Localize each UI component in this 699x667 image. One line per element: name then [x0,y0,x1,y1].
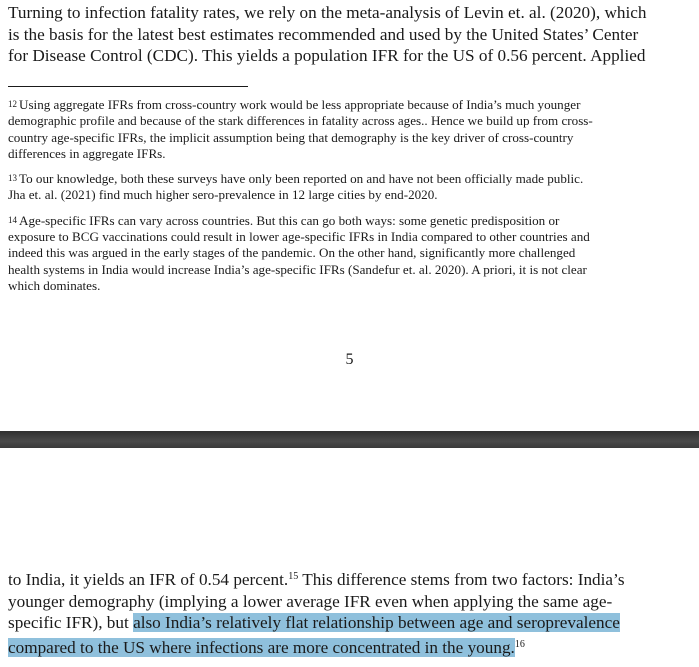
text-line [8,96,693,113]
text-run: to India, it yields an IFR of 0.54 percent. [8,570,289,589]
text-line [8,170,693,187]
footnote-number: 14 [8,214,17,225]
text-line: Turning to infection fatality rates, we rely on the meta-analysis of Levin et. al. (2020), which [8,3,647,22]
footnote-separator [8,86,248,87]
text-run: This difference stems from two factors: India’s [298,570,625,589]
text-line: health systems in India would increase India’s age-specific IFRs (Sandefur et. al. 2020). A priori, it is not clear [8,261,587,277]
body-paragraph-continued [8,566,693,658]
footnote-13 [8,170,693,204]
selected-text[interactable]: compared to the US where infections are more concentrated in the young. [8,637,515,657]
text-line: country age-specific IFRs, the implicit assumption being that demography is the key driver of cross-country [8,129,574,145]
text-line: differences in aggregate IFRs. [8,145,166,161]
text-line: exposure to BCG vaccinations could result in lower age-specific IFRs in India compared to other countries and [8,229,590,245]
footnote-number: 12 [8,99,17,109]
text-run: specific IFR), but [8,613,134,632]
text-line [8,612,693,634]
footnotes [8,96,693,302]
text-line: younger demography (implying a lower average IFR even when applying the same age- [8,591,613,611]
footnote-14 [8,212,693,294]
body-paragraph [8,2,693,67]
text-line [8,212,693,229]
footnote-text: Age-specific IFRs can vary across countries. But this can go both ways: some genetic predisposition or [19,212,560,228]
page-number: 5 [345,351,354,368]
text-line: is the basis for the latest best estimates recommended and used by the United States’ Center [8,24,639,44]
text-line: which dominates. [8,277,101,293]
page-break-divider [0,431,699,448]
text-line [8,634,693,659]
text-line: Jha et. al. (2021) find much higher sero-prevalence in 12 large cities by end-2020. [8,187,438,203]
footnote-ref-16[interactable]: 16 [514,638,525,650]
text-line: demographic profile and because of the stark differences in fatality across ages.. Hence we build up from cross- [8,113,593,129]
text-line: for Disease Control (CDC). This yields a population IFR for the US of 0.56 percent. Applied [8,46,646,65]
footnote-ref-15[interactable]: 15 [288,571,299,582]
footnote-number: 13 [8,173,17,184]
text-line [8,566,693,591]
footnote-12 [8,96,693,162]
text-line: indeed this was argued in the early stages of the pandemic. On the other hand, significantly more challenged [8,245,576,261]
footnote-text: To our knowledge, both these surveys have only been reported on and have not been officially made public. [19,171,584,187]
selected-text[interactable]: also India’s relatively flat relationship between age and seroprevalence [133,613,620,632]
footnote-text: Using aggregate IFRs from cross-country work would be less appropriate because of India’s much younger [19,97,581,112]
